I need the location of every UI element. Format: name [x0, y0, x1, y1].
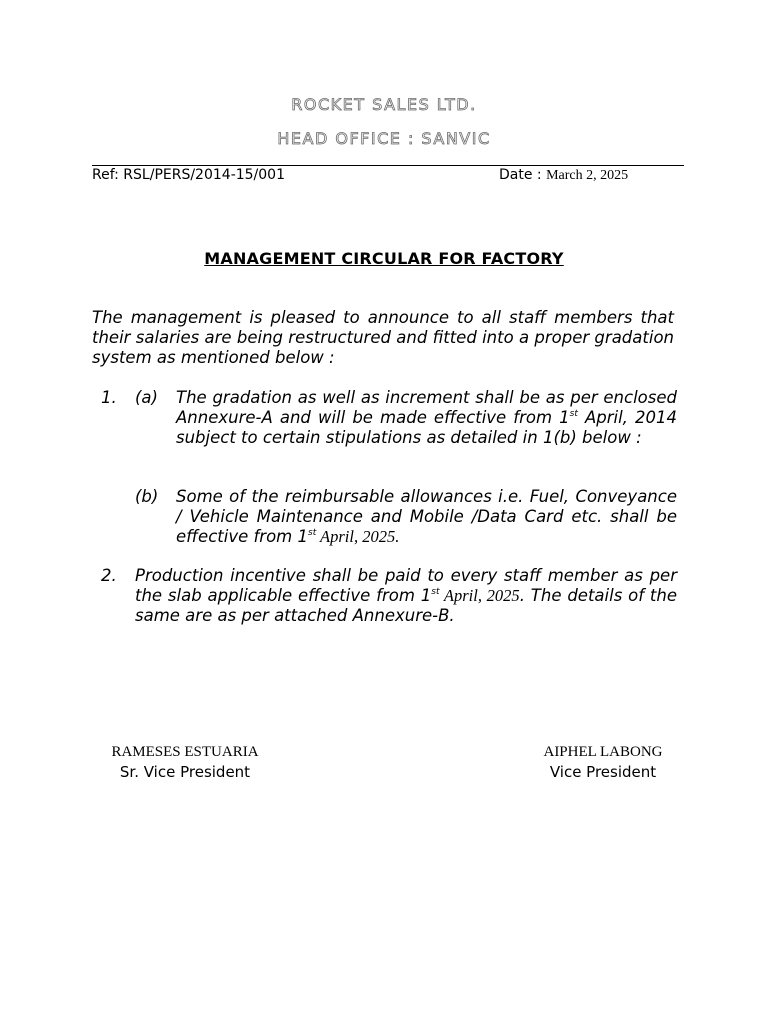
item-1b-text: Some of the reimbursable allowances i.e. Fuel, Conveyance / Vehicle Maintenance and Mobile /Data Card etc. shall be effective from 1st April, 2025. — [176, 487, 677, 546]
signatory-title: Vice President — [549, 763, 657, 781]
signatory-name: AIPHEL LABONG — [543, 744, 663, 760]
circular-title: MANAGEMENT CIRCULAR FOR FACTORY — [204, 249, 564, 268]
signatory-name: RAMESES ESTUARIA — [111, 744, 259, 760]
item-1a-label: (a) — [135, 388, 158, 407]
signatory-title: Sr. Vice President — [119, 763, 251, 781]
company-name: ROCKET SALES LTD. — [291, 95, 477, 114]
item-1-number: 1. — [101, 388, 117, 407]
header-divider — [92, 165, 684, 166]
signatory-left — [85, 744, 285, 781]
date-label: Date : — [499, 167, 542, 183]
reference-number: Ref: RSL/PERS/2014-15/001 — [92, 167, 285, 183]
item-1a-text: The gradation as well as increment shall be as per enclosed Annexure-A and will be made effective from 1st April, 2014 subject to certain stipulations as detailed in 1(b) below : — [176, 388, 677, 447]
date-value: March 2, 2025 — [546, 168, 629, 183]
intro-paragraph: The management is pleased to announce to all staff members that their salaries are being restructured and fitted into a proper gradation system as mentioned below : — [92, 308, 674, 367]
date-line — [499, 167, 628, 184]
signatory-right — [503, 744, 703, 781]
item-1b-label: (b) — [135, 487, 159, 506]
item-2-number: 2. — [101, 566, 117, 585]
item-2-text: Production incentive shall be paid to every staff member as per the slab applicable effective from 1st April, 2025. The details of the same are as per attached Annexure-B. — [135, 566, 677, 625]
office-line: HEAD OFFICE : SANVIC — [277, 129, 491, 148]
